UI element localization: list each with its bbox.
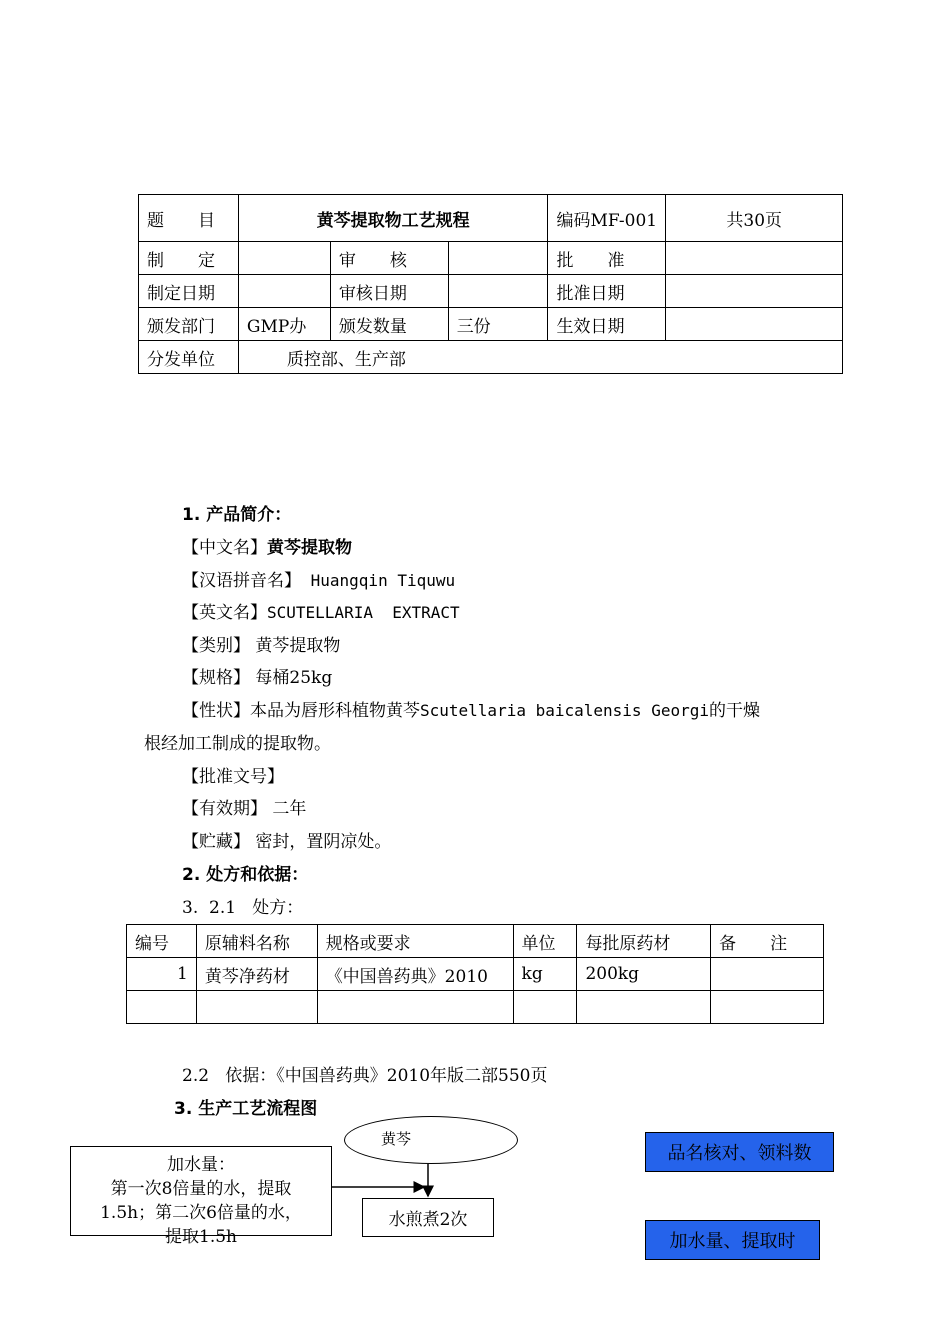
extraction-param-box [645,1220,820,1260]
review-label: 审 核 [330,242,448,275]
en-name-label: 【英文名】 [182,603,267,623]
table-cell: 《中国兽药典》2010 [317,958,513,991]
approval-no-label: 【批准文号】 [182,767,284,787]
extraction-param-label: 加水量、提取时 [669,1231,796,1252]
document-title: 黄芩提取物工艺规程 [238,195,548,242]
effective-date-label: 生效日期 [548,308,666,341]
approve-date-label: 批准日期 [548,275,666,308]
prescription-heading: 2. 处方和依据： [182,865,309,885]
document-code: 编码MF-001 [548,195,666,242]
review-date-label: 审核日期 [330,275,448,308]
cn-name-value: 黄芩提取物 [267,538,352,558]
draft-label: 制 定 [139,242,239,275]
property-continued: 根经加工制成的提取物。 [144,734,331,754]
pinyin-value: Huangqin Tiquwu [301,571,456,590]
issue-qty-value: 三份 [448,308,548,341]
issue-dept-value: GMP办 [238,308,330,341]
distribution-value: 质控部、生产部 [238,341,842,374]
distribution-label: 分发单位 [139,341,239,374]
cn-name-label: 【中文名】 [182,538,267,558]
issue-qty-label: 颁发数量 [330,308,448,341]
subject-label: 题 目 [139,195,239,242]
table-cell: kg [513,958,577,991]
prescription-subheading: 3. 2.1 处方： [182,898,304,918]
flow-heading: 3. 生产工艺流程图 [174,1099,318,1119]
column-header: 原辅料名称 [196,925,317,958]
spec-label: 【规格】 [182,668,250,688]
column-header: 每批原药材 [577,925,711,958]
validity-value: 二年 [267,799,307,819]
storage-value: 密封，置阴凉处。 [250,832,392,852]
material-check-box [645,1132,834,1172]
table-cell: 200kg [577,958,711,991]
material-check-label: 品名核对、领料数 [667,1143,812,1164]
property-label: 【性状】 [182,701,250,721]
table-cell: 1 [127,958,197,991]
product-heading: 1. 产品简介： [182,505,292,525]
start-node-label: 黄芩 [381,1130,412,1148]
category-label: 【类别】 [182,636,250,656]
water-note-line: 提取1.5h [165,1227,237,1247]
water-note-line: 加水量： [167,1155,235,1175]
property-value: 本品为唇形科植物黄芩 [250,701,420,721]
column-header: 备 注 [711,925,824,958]
spec-value: 每桶25kg [250,668,333,688]
property-value-end: 的干燥 [708,701,760,721]
category-value: 黄芩提取物 [250,636,341,656]
draft-date-label: 制定日期 [139,275,239,308]
table-cell: 黄芩净药材 [196,958,317,991]
page-count: 共30页 [666,195,843,242]
water-note-line: 第一次8倍量的水，提取 [110,1179,292,1199]
property-latin-name: Scutellaria baicalensis Georgi [420,701,709,720]
basis-line: 2.2 依据：《中国兽药典》2010年版二部550页 [182,1066,548,1086]
column-header: 编号 [127,925,197,958]
issue-dept-label: 颁发部门 [139,308,239,341]
column-header: 规格或要求 [317,925,513,958]
storage-label: 【贮藏】 [182,832,250,852]
column-header: 单位 [513,925,577,958]
water-note-line: 1.5h；第二次6倍量的水， [100,1203,302,1223]
en-name-value: SCUTELLARIA EXTRACT [267,603,460,622]
validity-label: 【有效期】 [182,799,267,819]
pinyin-label: 【汉语拼音名】 [182,571,301,591]
decoction-step-label: 水煎煮2次 [388,1210,468,1230]
approve-label: 批 准 [548,242,666,275]
